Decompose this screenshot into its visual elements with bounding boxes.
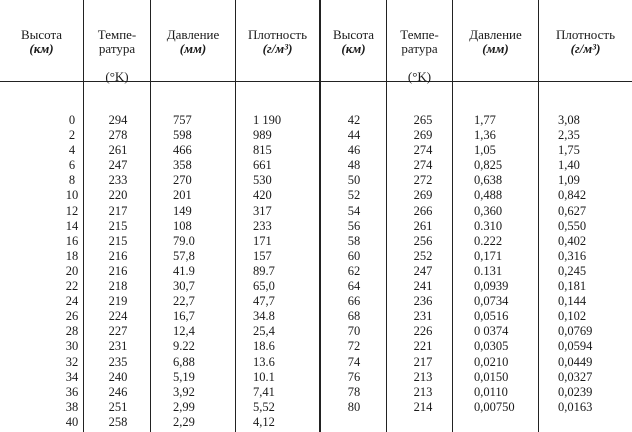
table-cell: 213 — [413, 369, 433, 384]
header-unit: (мм) — [482, 41, 509, 56]
header-temperature-left — [84, 14, 150, 98]
table-cell: 4 — [68, 143, 76, 158]
table-cell: 530 — [253, 173, 272, 188]
table-cell: 2 — [68, 128, 76, 143]
header-title: Плотность — [247, 27, 308, 42]
column-rule — [452, 0, 453, 432]
table-cell: 58 — [347, 233, 361, 248]
table-cell: 0,360 — [474, 203, 503, 218]
table-cell: 0,0110 — [474, 384, 508, 399]
table-cell: 0,488 — [474, 188, 503, 203]
table-cell: 261 — [108, 143, 128, 158]
table-cell: 215 — [108, 233, 128, 248]
table-cell: 241 — [413, 279, 433, 294]
table-cell: 233 — [253, 218, 272, 233]
table-cell: 218 — [108, 279, 128, 294]
table-cell: 66 — [347, 294, 361, 309]
table-cell: 0,0327 — [558, 369, 593, 384]
table-cell: 757 — [173, 113, 192, 127]
table-cell: 0,0163 — [558, 399, 593, 414]
table-cell: 989 — [253, 128, 272, 143]
table-cell: 0.222 — [474, 233, 503, 248]
table-cell: 22,7 — [173, 294, 195, 309]
table-cell: 10 — [65, 188, 79, 203]
table-cell: 216 — [108, 248, 128, 263]
table-cell: 38 — [65, 399, 79, 414]
left-altitude-column — [52, 113, 92, 430]
table-cell: 0,181 — [558, 279, 587, 294]
table-cell: 217 — [413, 354, 433, 369]
table-cell: 0,245 — [558, 263, 587, 278]
table-cell: 25,4 — [253, 324, 275, 339]
table-cell: 231 — [108, 339, 128, 354]
table-cell: 72 — [347, 339, 361, 354]
table-cell: 265 — [413, 113, 433, 127]
header-unit: (км) — [341, 41, 366, 56]
table-cell: 815 — [253, 143, 272, 158]
column-rule — [235, 0, 236, 432]
table-cell: 214 — [413, 399, 433, 414]
table-cell: 1,40 — [558, 158, 580, 173]
table-cell: 0,627 — [558, 203, 587, 218]
table-cell: 201 — [173, 188, 192, 203]
table-cell: 79.0 — [173, 233, 195, 248]
table-cell: 0,316 — [558, 248, 587, 263]
table-cell: 224 — [108, 309, 128, 324]
table-cell: 0,402 — [558, 233, 587, 248]
table-cell: 26 — [65, 309, 79, 324]
table-cell: 1 190 — [253, 113, 282, 127]
table-cell: 217 — [108, 203, 128, 218]
table-cell: 0,0239 — [558, 384, 593, 399]
right-density-column — [558, 113, 618, 415]
table-cell: 48 — [347, 158, 361, 173]
header-unit: (г/м³) — [570, 41, 601, 56]
header-unit: (г/м³) — [262, 41, 293, 56]
table-cell: 34.8 — [253, 309, 275, 324]
table-cell: 8 — [68, 173, 76, 188]
table-cell: 108 — [173, 218, 192, 233]
center-rule — [319, 0, 321, 432]
table-cell: 269 — [413, 188, 433, 203]
table-cell: 7,41 — [253, 384, 275, 399]
table-cell: 274 — [413, 143, 433, 158]
table-cell: 14 — [65, 218, 79, 233]
table-cell: 420 — [253, 188, 272, 203]
header-unit: (км) — [29, 41, 54, 56]
table-cell: 16 — [65, 233, 79, 248]
table-cell: 247 — [108, 158, 128, 173]
header-temperature-right — [387, 14, 452, 98]
table-cell: 246 — [108, 384, 128, 399]
table-cell: 0,0210 — [474, 354, 509, 369]
table-cell: 227 — [108, 324, 128, 339]
table-cell: 0,0594 — [558, 339, 593, 354]
header-altitude-right — [321, 28, 386, 56]
table-cell: 317 — [253, 203, 272, 218]
table-cell: 10.1 — [253, 369, 275, 384]
table-cell: 2,29 — [173, 414, 195, 429]
table-cell: 1,75 — [558, 143, 580, 158]
table-cell: 2,35 — [558, 128, 580, 143]
table-cell: 3,92 — [173, 384, 195, 399]
table-cell: 0.131 — [474, 263, 503, 278]
table-cell: 70 — [347, 324, 361, 339]
table-cell: 0,102 — [558, 309, 587, 324]
table-cell: 64 — [347, 279, 361, 294]
table-cell: 65,0 — [253, 279, 275, 294]
table-cell: 74 — [347, 354, 361, 369]
table-cell: 50 — [347, 173, 361, 188]
table-cell: 294 — [108, 113, 128, 127]
header-title: Давление — [166, 27, 220, 42]
table-cell: 216 — [108, 263, 128, 278]
table-cell: 18.6 — [253, 339, 275, 354]
table-cell: 0,0939 — [474, 279, 509, 294]
table-cell: 598 — [173, 128, 192, 143]
header-altitude-left — [0, 28, 83, 56]
table-cell: 149 — [173, 203, 192, 218]
table-cell: 0 0374 — [474, 324, 509, 339]
table-cell: 30,7 — [173, 279, 195, 294]
table-cell: 76 — [347, 369, 361, 384]
table-cell: 32 — [65, 354, 79, 369]
table-cell: 68 — [347, 309, 361, 324]
table-cell: 12,4 — [173, 324, 195, 339]
table-cell: 40 — [65, 414, 79, 429]
table-cell: 44 — [347, 128, 361, 143]
table-cell: 0,842 — [558, 188, 587, 203]
table-cell: 240 — [108, 369, 128, 384]
table-cell: 256 — [413, 233, 433, 248]
table-cell: 20 — [65, 263, 79, 278]
table-cell: 0,00750 — [474, 399, 515, 414]
table-cell: 231 — [413, 309, 433, 324]
table-cell: 0,550 — [558, 218, 587, 233]
table-cell: 661 — [253, 158, 272, 173]
table-cell: 6 — [68, 158, 76, 173]
table-cell: 52 — [347, 188, 361, 203]
table-cell: 157 — [253, 248, 272, 263]
table-cell: 247 — [413, 263, 433, 278]
table-cell: 0,0769 — [558, 324, 593, 339]
right-temperature-column — [405, 113, 441, 415]
table-cell: 0,825 — [474, 158, 503, 173]
table-cell: 171 — [253, 233, 272, 248]
header-title: Плотность — [555, 27, 616, 42]
table-cell: 62 — [347, 263, 361, 278]
table-cell: 18 — [65, 248, 79, 263]
column-rule — [150, 0, 151, 432]
table-cell: 16,7 — [173, 309, 195, 324]
table-cell: 220 — [108, 188, 128, 203]
table-cell: 272 — [413, 173, 433, 188]
table-cell: 54 — [347, 203, 361, 218]
table-cell: 0,0449 — [558, 354, 593, 369]
table-cell: 0,171 — [474, 248, 503, 263]
header-unit: (мм) — [179, 41, 207, 56]
table-cell: 78 — [347, 384, 361, 399]
table-cell: 466 — [173, 143, 192, 158]
table-cell: 42 — [347, 113, 361, 127]
table-cell: 0 — [68, 113, 76, 127]
header-title: Давление — [469, 27, 522, 42]
table-cell: 46 — [347, 143, 361, 158]
table-cell: 60 — [347, 248, 361, 263]
table-cell: 0,0516 — [474, 309, 509, 324]
header-density-left — [236, 28, 319, 56]
table-cell: 0,0305 — [474, 339, 509, 354]
header-density-right — [539, 28, 632, 56]
table-cell: 252 — [413, 248, 433, 263]
table-cell: 36 — [65, 384, 79, 399]
table-cell: 13.6 — [253, 354, 275, 369]
table-cell: 233 — [108, 173, 128, 188]
table-cell: 258 — [108, 414, 128, 429]
table-cell: 22 — [65, 279, 79, 294]
table-cell: 34 — [65, 369, 79, 384]
table-cell: 0,0734 — [474, 294, 509, 309]
table-cell: 41.9 — [173, 263, 195, 278]
table-cell: 1,09 — [558, 173, 580, 188]
table-cell: 215 — [108, 218, 128, 233]
left-density-column — [253, 113, 313, 430]
table-cell: 4,12 — [253, 414, 275, 429]
table-cell: 0.310 — [474, 218, 503, 233]
column-rule — [538, 0, 539, 432]
header-title: Темпе- ратура — [97, 27, 137, 56]
table-cell: 235 — [108, 354, 128, 369]
table-cell: 0,144 — [558, 294, 587, 309]
table-cell: 56 — [347, 218, 361, 233]
table-cell: 0,638 — [474, 173, 503, 188]
table-cell: 80 — [347, 399, 361, 414]
table-cell: 274 — [413, 158, 433, 173]
table-cell: 0,0150 — [474, 369, 509, 384]
table-cell: 9.22 — [173, 339, 195, 354]
table-cell: 24 — [65, 294, 79, 309]
table-cell: 358 — [173, 158, 192, 173]
table-cell: 47,7 — [253, 294, 275, 309]
table-cell: 2,99 — [173, 399, 195, 414]
table-cell: 3,08 — [558, 113, 580, 127]
table-cell: 236 — [413, 294, 433, 309]
table-cell: 278 — [108, 128, 128, 143]
table-cell: 6,88 — [173, 354, 195, 369]
table-cell: 221 — [413, 339, 433, 354]
right-pressure-column — [474, 113, 534, 415]
header-unit: (°K) — [407, 69, 432, 84]
header-title: Темпе- ратура — [400, 27, 439, 56]
table-cell: 261 — [413, 218, 433, 233]
table-cell: 1,05 — [474, 143, 496, 158]
table-cell: 251 — [108, 399, 128, 414]
table-cell: 269 — [413, 128, 433, 143]
table-cell: 12 — [65, 203, 79, 218]
header-title: Высота — [332, 27, 375, 42]
table-cell: 30 — [65, 339, 79, 354]
table-cell: 57,8 — [173, 248, 195, 263]
table-cell: 5,19 — [173, 369, 195, 384]
header-title: Высота — [20, 27, 63, 42]
header-pressure-left — [151, 28, 235, 56]
left-pressure-column — [173, 113, 233, 430]
table-cell: 219 — [108, 294, 128, 309]
table-cell: 270 — [173, 173, 192, 188]
table-cell: 5,52 — [253, 399, 275, 414]
right-altitude-column — [339, 113, 369, 415]
table-cell: 1,77 — [474, 113, 496, 127]
left-temperature-column — [100, 113, 136, 430]
table-cell: 1,36 — [474, 128, 496, 143]
table-cell: 213 — [413, 384, 433, 399]
header-pressure-right — [453, 28, 538, 56]
table-cell: 266 — [413, 203, 433, 218]
header-unit: (°K) — [105, 69, 129, 84]
table-cell: 226 — [413, 324, 433, 339]
table-cell: 89.7 — [253, 263, 275, 278]
table-cell: 28 — [65, 324, 79, 339]
